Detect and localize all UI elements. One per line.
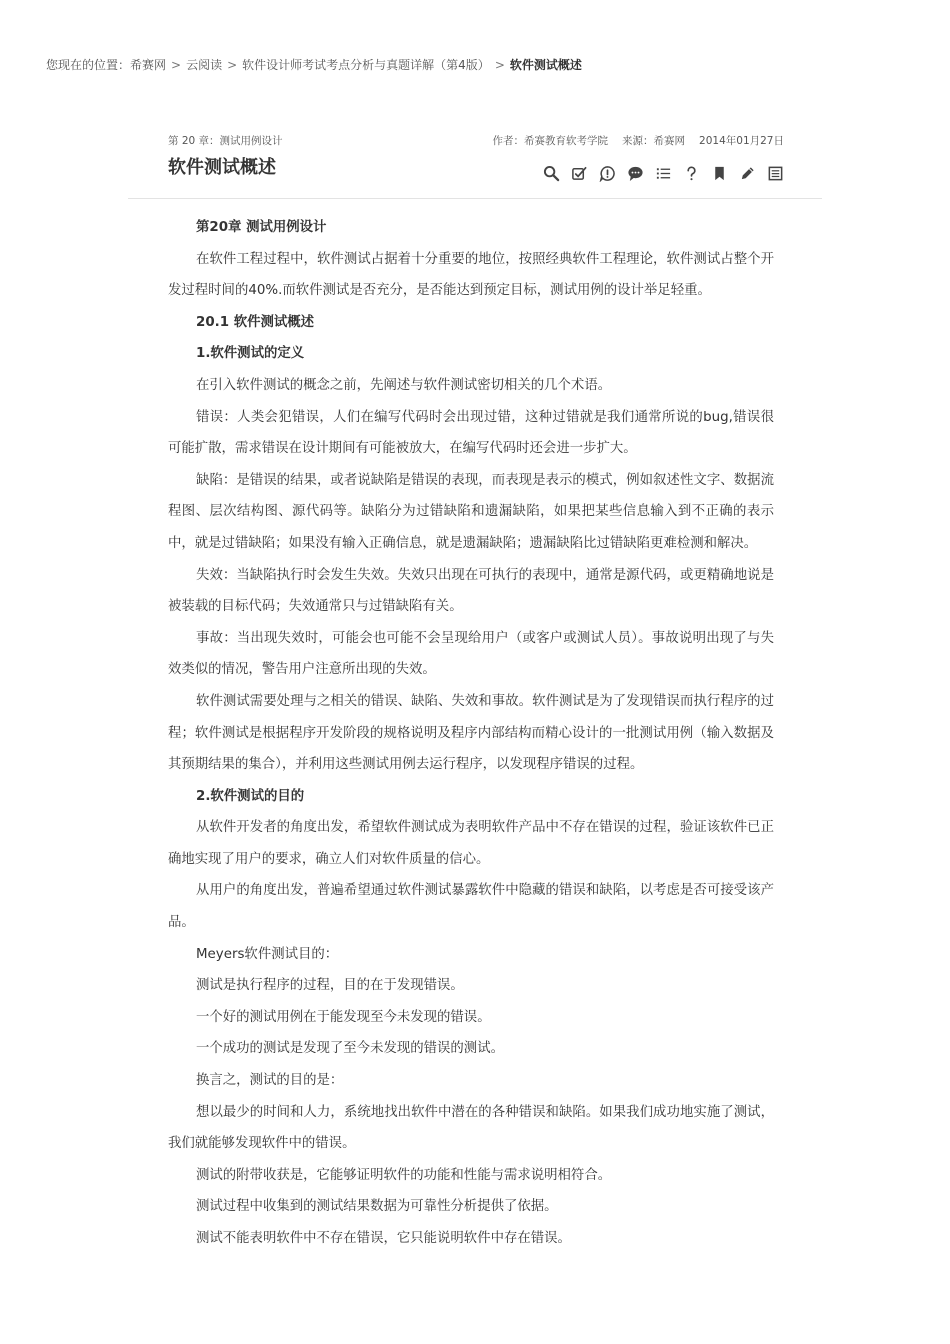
paragraph: 测试是执行程序的过程，目的在于发现错误。 (196, 978, 464, 994)
date-label: 2014年01月27日 (699, 135, 784, 147)
paragraph: 软件测试需要处理与之相关的错误、缺陷、失效和事故。软件测试是为了发现错误而执行程序的过程；软件测试是根据程序开发阶段的规格说明及程序内部结构而精心设计的一批测试用例（输入数据及其预期结果的集合），并利用这些测试用例去运行程序，以发现程序错误的过程。 (168, 693, 774, 773)
chapter-heading: 第20章 测试用例设计 (196, 220, 327, 235)
paragraph: 想以最少的时间和人力，系统地找出软件中潜在的各种错误和缺陷。如果我们成功地实施了测试，我们就能够发现软件中的错误。 (168, 1104, 774, 1152)
paragraph: 缺陷：是错误的结果，或者说缺陷是错误的表现，而表现是表示的模式，例如叙述性文字、数据流程图、层次结构图、源代码等。缺陷分为过错缺陷和遗漏缺陷，如果把某些信息输入到不正确的表示中，就是过错缺陷；如果没有输入正确信息，就是遗漏缺陷；遗漏缺陷比过错缺陷更难检测和解决。 (168, 472, 774, 551)
article-toolbar (540, 162, 786, 184)
author-label: 作者：希赛教育软考学院 (492, 135, 609, 147)
paragraph: 错误：人类会犯错误，人们在编写代码时会出现过错，这种过错就是我们通常所说的bug,错误很可能扩散，需求错误在设计期间有可能被放大，在编写代码时还会进一步扩大。 (168, 409, 774, 457)
paragraph: Meyers软件测试目的： (196, 946, 339, 962)
bookmark-icon (711, 165, 728, 182)
paragraph: 一个成功的测试是发现了至今未发现的错误的测试。 (196, 1041, 504, 1057)
chapter-label: 第 20 章：测试用例设计 (168, 135, 283, 147)
report-icon (599, 165, 616, 182)
reader-button[interactable] (764, 162, 786, 184)
breadcrumb (46, 56, 582, 74)
subsection-heading: 1.软件测试的定义 (196, 346, 305, 362)
paragraph: 测试不能表明软件中不存在错误，它只能说明软件中存在错误。 (196, 1231, 571, 1246)
article-body (168, 212, 774, 1255)
paragraph: 在软件工程过程中，软件测试占据着十分重要的地位，按照经典软件工程理论，软件测试占整个开发过程时间的40%.而软件测试是否充分，是否能达到预定目标，测试用例的设计举足轻重。 (168, 251, 774, 299)
bookmark-button[interactable] (708, 162, 730, 184)
paragraph: 一个好的测试用例在于能发现至今未发现的错误。 (196, 1009, 491, 1025)
search-button[interactable] (540, 162, 562, 184)
page-title: 软件测试概述 (168, 157, 276, 178)
paragraph: 测试的附带收获是，它能够证明软件的功能和性能与需求说明相符合。 (196, 1167, 612, 1183)
paragraph: 从用户的角度出发，普遍希望通过软件测试暴露软件中隐藏的错误和缺陷，以考虑是否可接受该产品。 (168, 883, 774, 931)
paragraph: 换言之，测试的目的是： (196, 1073, 344, 1089)
paragraph: 从软件开发者的角度出发，希望软件测试成为表明软件产品中不存在错误的过程，验证该软件已正确地实现了用户的要求，确立人们对软件质量的信心。 (168, 820, 774, 867)
edit-icon (739, 165, 756, 182)
breadcrumb-link-cloud-read[interactable]: 云阅读 (186, 58, 223, 72)
breadcrumb-link-book[interactable]: 软件设计师考试考点分析与真题详解（第4版） (242, 58, 490, 72)
report-button[interactable] (596, 162, 618, 184)
list-button[interactable] (652, 162, 674, 184)
book-icon (767, 165, 784, 182)
paragraph: 在引入软件测试的概念之前，先阐述与软件测试密切相关的几个术语。 (196, 377, 612, 393)
breadcrumb-link-home[interactable]: 希赛网 (130, 58, 167, 72)
breadcrumb-separator: > (171, 58, 182, 72)
breadcrumb-current: 软件测试概述 (509, 58, 582, 72)
edit-button[interactable] (736, 162, 758, 184)
comment-icon (627, 165, 644, 182)
subsection-heading: 2.软件测试的目的 (196, 788, 305, 804)
help-button[interactable] (680, 162, 702, 184)
paragraph: 测试过程中收集到的测试结果数据为可靠性分析提供了依据。 (196, 1199, 558, 1215)
note-icon (571, 165, 588, 182)
note-button[interactable] (568, 162, 590, 184)
header-divider (128, 198, 822, 199)
breadcrumb-separator: > (494, 58, 505, 72)
breadcrumb-prefix: 您现在的位置： (46, 58, 131, 72)
section-heading: 20.1 软件测试概述 (196, 314, 315, 330)
source-label: 来源：希赛网 (622, 135, 686, 147)
help-icon (683, 165, 700, 182)
paragraph: 事故：当出现失效时，可能会也可能不会呈现给用户（或客户或测试人员）。事故说明出现了与失效类似的情况，警告用户注意所出现的失效。 (168, 630, 774, 678)
paragraph: 失效：当缺陷执行时会发生失效。失效只出现在可执行的表现中，通常是源代码，或更精确地说是被装载的目标代码；失效通常只与过错缺陷有关。 (168, 567, 774, 615)
comment-button[interactable] (624, 162, 646, 184)
list-icon (655, 165, 672, 182)
search-icon (543, 165, 560, 182)
article-meta (493, 133, 784, 149)
breadcrumb-separator: > (227, 58, 238, 72)
